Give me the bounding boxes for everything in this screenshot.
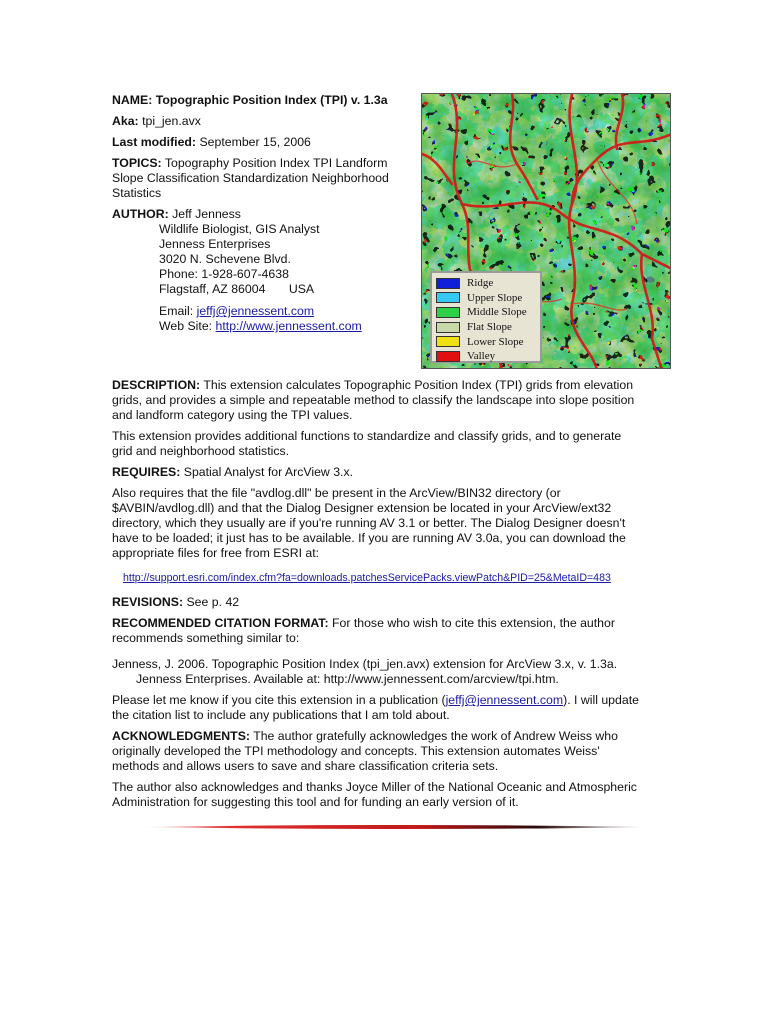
description-paragraph: DESCRIPTION: This extension calculates Topographic Position Index (TPI) grids from elevation grids, and provides a simple and repeatable method to classify the landscape into slope position and landform category using the TPI values. (112, 378, 635, 422)
extra-functions-paragraph: This extension provides additional functions to standardize and classify grids, and to generate grid and neighborhood statistics. (112, 429, 622, 458)
citation-email-link[interactable]: jeffj@jennessent.com (445, 693, 564, 707)
lower-slope-swatch (436, 336, 460, 347)
legend-item-valley: Valley (436, 349, 536, 364)
body-text (112, 378, 672, 810)
author-website-link[interactable]: http://www.jennessent.com (215, 319, 362, 333)
legend-item-flat-slope: Flat Slope (436, 320, 536, 335)
requires-paragraph: REQUIRES: Spatial Analyst for ArcView 3.x. (112, 465, 354, 479)
document-title: Topographic Position Index (TPI) v. 1.3a (155, 93, 388, 107)
citation-format-paragraph: RECOMMENDED CITATION FORMAT: For those who wish to cite this extension, the author recommends something similar to: (112, 616, 615, 645)
footer-divider (140, 824, 650, 830)
header-block (112, 93, 412, 334)
map-legend (430, 271, 542, 363)
author-block: AUTHOR: Jeff Jenness (112, 207, 241, 221)
revisions-paragraph: REVISIONS: See p. 42 (112, 595, 240, 609)
thanks-paragraph: The author also acknowledges and thanks Joyce Miller of the National Oceanic and Atmospheric Administration for suggesting this tool and for funding an early version of it. (112, 780, 637, 809)
legend-item-middle-slope: Middle Slope (436, 305, 536, 320)
upper-slope-swatch (436, 292, 460, 303)
legend-item-ridge: Ridge (436, 276, 536, 291)
flat-slope-swatch (436, 322, 460, 333)
author-name: Jeff Jenness (172, 207, 241, 221)
author-email-link[interactable]: jeffj@jennessent.com (196, 304, 315, 318)
tpi-map-image (421, 93, 671, 369)
let-me-know-paragraph: Please let me know if you cite this extension in a publication (jeffj@jennessent.com). I will update the citation list to include any publications that I am told about. (112, 693, 639, 722)
esri-link-paragraph (112, 571, 672, 586)
legend-item-lower-slope: Lower Slope (436, 334, 536, 349)
author-address: Wildlife Biologist, GIS Analyst Jenness Enterprises 3020 N. Schevene Blvd. Phone: 1-928-607-4638 Flagstaff, AZ 86004 USA Email: jeffj@jennessent.com Web Site: http://www.jennessent.com (159, 222, 362, 333)
also-requires-paragraph: Also requires that the file "avdlog.dll" be present in the ArcView/BIN32 directory (or $AVBIN/avdlog.dll) and that the Dialog Designer extension be located in your ArcView/ext32 directory, which they usually are if you're running AV 3.1 or better. The Dialog Designer doesn't have to be loaded; it just has to be available. If you are running AV 3.0a, you can download the appropriate files for free from ESRI at: (112, 486, 626, 560)
valley-swatch (436, 351, 460, 362)
name-line: NAME: Topographic Position Index (TPI) v. 1.3a (112, 93, 388, 107)
acknowledgments-paragraph: ACKNOWLEDGMENTS: The author gratefully acknowledges the work of Andrew Weiss who originally developed the TPI methodology and concepts. This extension automates Weiss' methods and allows users to save and share classification criteria sets. (112, 729, 618, 773)
esri-download-link[interactable]: http://support.esri.com/index.cfm?fa=downloads.patchesServicePacks.viewPatch&PID=25&MetaID=483 (123, 572, 611, 584)
legend-item-upper-slope: Upper Slope (436, 291, 536, 306)
ridge-swatch (436, 278, 460, 289)
aka-line: Aka: tpi_jen.avx (112, 114, 201, 128)
middle-slope-swatch (436, 307, 460, 318)
citation-paragraph: Jenness, J. 2006. Topographic Position Index (tpi_jen.avx) extension for ArcView 3.x, v. 1.3a. Jenness Enterprises. Available at: http://www.jennessent.com/arcview/tpi.htm. (112, 657, 618, 686)
topics-block: TOPICS: Topography Position Index TPI Landform Slope Classification Standardization Neighborhood Statistics (112, 156, 389, 200)
modified-line: Last modified: September 15, 2006 (112, 135, 311, 149)
